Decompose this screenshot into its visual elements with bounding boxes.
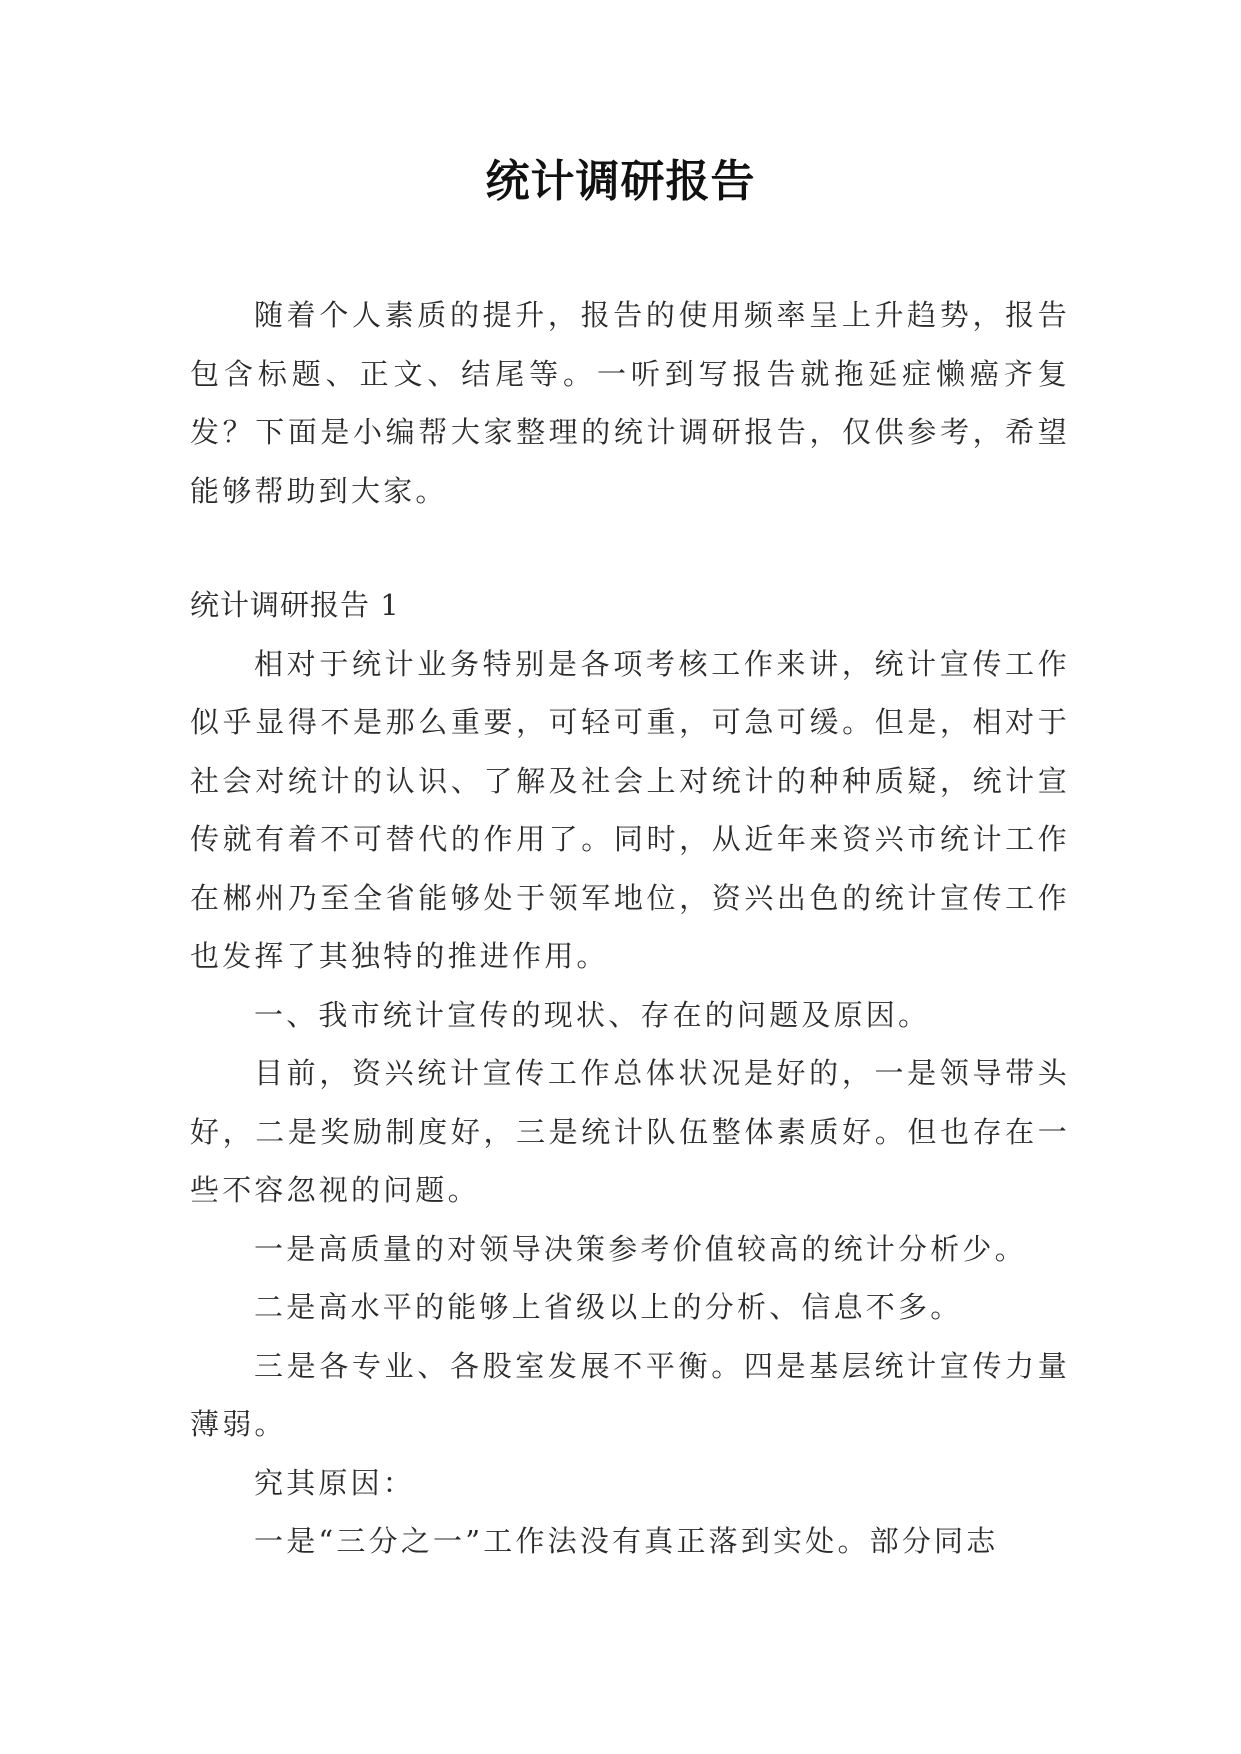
body-paragraph: 三是各专业、各股室发展不平衡。四是基层统计宣传力量薄弱。 bbox=[190, 1348, 1070, 1441]
body-paragraph: 一、我市统计宣传的现状、存在的问题及原因。 bbox=[254, 997, 931, 1032]
document-title: 统计调研报告 bbox=[485, 156, 756, 207]
body-paragraph: 究其原因： bbox=[254, 1465, 416, 1500]
intro-paragraph: 随着个人素质的提升，报告的使用频率呈上升趋势，报告包含标题、正文、结尾等。一听到写报告就拖延症懒癌齐复发？下面是小编帮大家整理的统计调研报告，仅供参考，希望能够帮助到大家。 bbox=[190, 298, 1070, 508]
body-paragraph: 一是高质量的对领导决策参考价值较高的统计分析少。 bbox=[254, 1231, 1027, 1266]
body-paragraph: 一是“三分之一”工作法没有真正落到实处。部分同志 bbox=[254, 1524, 999, 1558]
body-paragraph: 相对于统计业务特别是各项考核工作来讲，统计宣传工作似乎显得不是那么重要，可轻可重，可急可缓。但是，相对于社会对统计的认识、了解及社会上对统计的种种质疑，统计宣传就有着不可替代的作用了。同时，从近年来资兴市统计工作在郴州乃至全省能够处于领军地位，资兴出色的统计宣传工作也发挥了其独特的推进作用。 bbox=[190, 646, 1070, 973]
section-1 bbox=[190, 576, 1070, 1571]
section-heading: 统计调研报告 1 bbox=[190, 588, 400, 622]
body-paragraph: 目前，资兴统计宣传工作总体状况是好的，一是领导带头好，二是奖励制度好，三是统计队伍整体素质好。但也存在一些不容忽视的问题。 bbox=[190, 1056, 1070, 1207]
intro-block bbox=[190, 286, 1070, 520]
body-paragraph: 二是高水平的能够上省级以上的分析、信息不多。 bbox=[254, 1290, 963, 1324]
